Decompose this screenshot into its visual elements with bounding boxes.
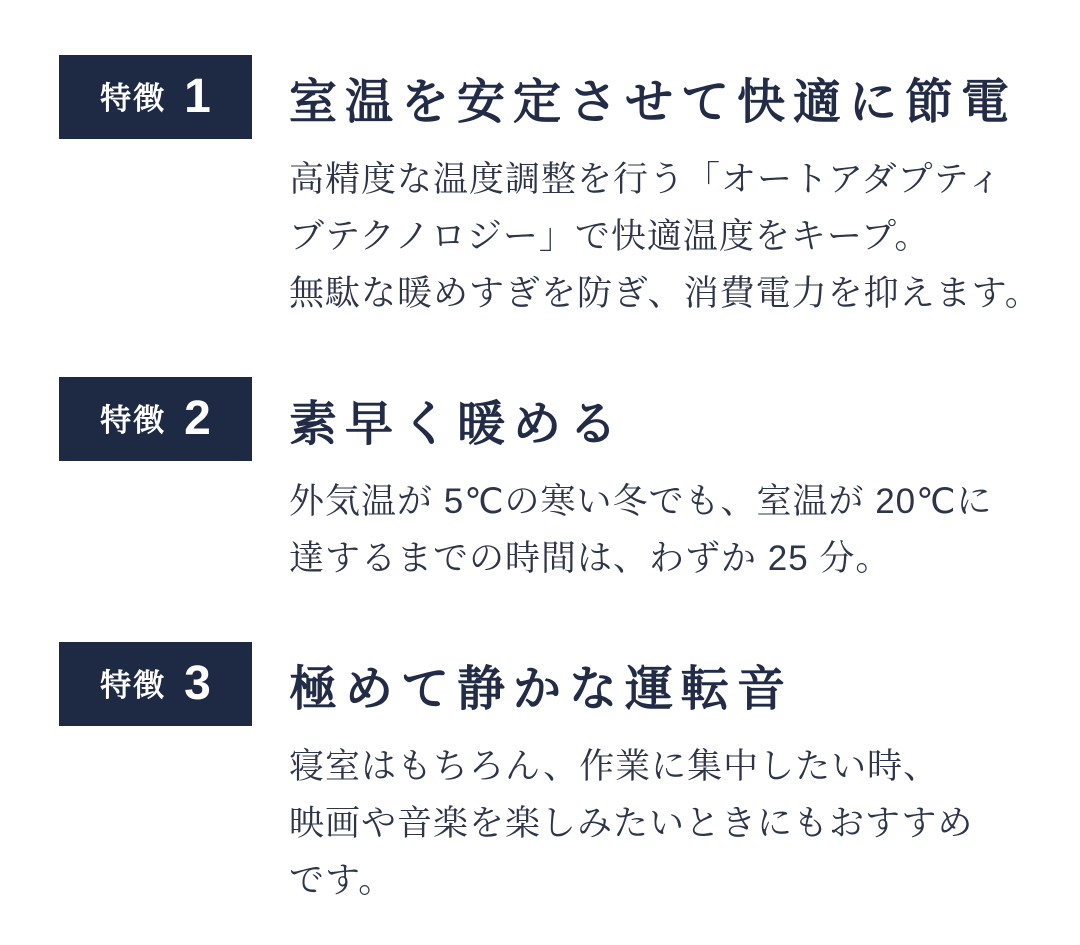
feature-body [289, 473, 1080, 587]
feature-body-line: 映画や音楽を楽しみたいときにもおすすめ [289, 804, 974, 843]
feature-badge-label: 特徴 [100, 80, 167, 116]
feature-badge-number: 3 [184, 657, 211, 710]
feature-body-line: 外気温が 5℃の寒い冬でも、室温が 20℃に [289, 482, 993, 521]
feature-badge-2 [59, 377, 252, 461]
feature-body [289, 738, 1080, 909]
feature-body [289, 151, 1080, 322]
feature-heading: 素早く暖める [289, 397, 626, 451]
feature-heading: 極めて静かな運転音 [289, 662, 794, 716]
feature-badge-3 [59, 642, 252, 726]
feature-section-2 [59, 377, 1080, 587]
feature-content-2 [289, 377, 1080, 587]
feature-badge-label: 特徴 [100, 402, 167, 438]
feature-body-line: です。 [289, 861, 395, 900]
feature-content-1 [289, 55, 1080, 322]
feature-badge-1 [59, 55, 252, 139]
feature-heading: 室温を安定させて快適に節電 [289, 75, 1018, 129]
feature-badge-number: 2 [184, 392, 211, 445]
feature-body-line: 無駄な暖めすぎを防ぎ、消費電力を抑えます。 [289, 274, 1041, 313]
feature-body-line: 高精度な温度調整を行う「オートアダプティ [289, 160, 1003, 199]
feature-content-3 [289, 642, 1080, 909]
feature-section-1 [59, 55, 1080, 322]
feature-body-line: 達するまでの時間は、わずか 25 分。 [289, 539, 892, 578]
feature-badge-label: 特徴 [100, 667, 167, 703]
feature-section-3 [59, 642, 1080, 909]
feature-body-line: ブテクノロジー」で快適温度をキープ。 [289, 217, 931, 256]
feature-body-line: 寝室はもちろん、作業に集中したい時、 [289, 747, 940, 786]
feature-badge-number: 1 [184, 70, 211, 123]
